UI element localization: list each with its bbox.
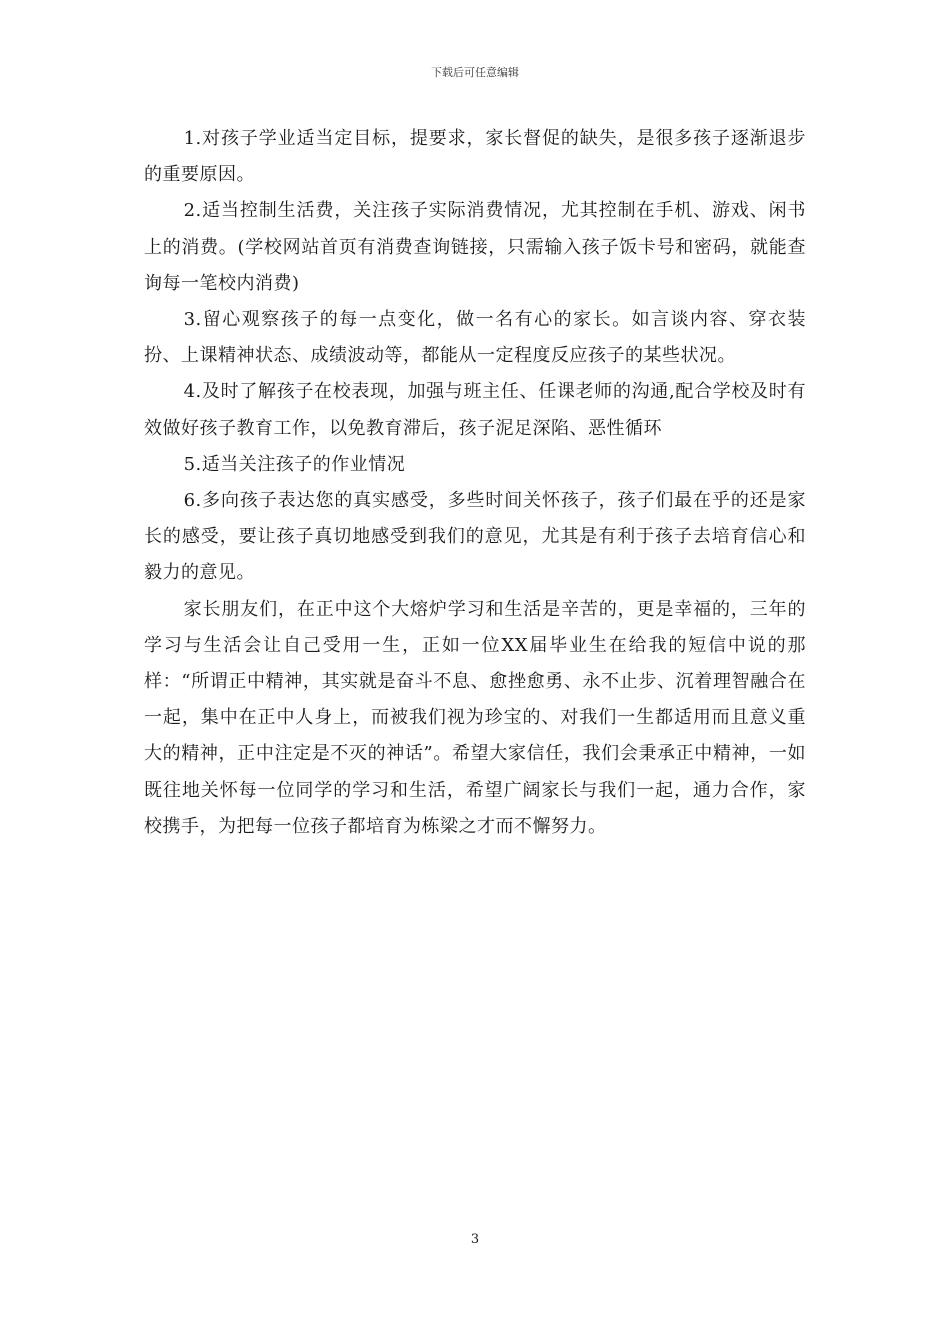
paragraph-item-2: 2.适当控制生活费，关注孩子实际消费情况，尤其控制在手机、游戏、闲书上的消费。(学校网站首页有消费查询链接，只需输入孩子饭卡号和密码，就能查询每一笔校内消费) — [144, 200, 806, 294]
paragraph-item-6: 6.多向孩子表达您的真实感受，多些时间关怀孩子，孩子们最在乎的还是家长的感受，要让孩子真切地感受到我们的意见，尤其是有利于孩子去培育信心和毅力的意见。 — [144, 490, 806, 584]
paragraph-closing: 家长朋友们，在正中这个大熔炉学习和生活是辛苦的，更是幸福的，三年的学习与生活会让自己受用一生，正如一位XX届毕业生在给我的短信中说的那样：“所谓正中精神，其实就是奋斗不息、愈挫愈勇、永不止步、沉着理智融合在一起，集中在正中人身上，而被我们视为珍宝的、对我们一生都适用而且意义重大的精神，正中注定是不灭的神话”。希望大家信任，我们会秉承正中精神，一如既往地关怀每一位同学的学习和生活，希望广阔家长与我们一起，通力合作，家校携手，为把每一位孩子都培育为栋梁之才而不懈努力。 — [144, 598, 806, 837]
page-number: 3 — [470, 1232, 480, 1247]
paragraph-item-4: 4.及时了解孩子在校表现，加强与班主任、任课老师的沟通,配合学校及时有效做好孩子教育工作，以免教育滞后，孩子泥足深陷、恶性循环 — [144, 381, 806, 439]
paragraph-item-1: 1.对孩子学业适当定目标，提要求，家长督促的缺失，是很多孩子逐渐退步的重要原因。 — [144, 128, 806, 186]
paragraph-item-3: 3.留心观察孩子的每一点变化，做一名有心的家长。如言谈内容、穿衣装扮、上课精神状态、成绩波动等，都能从一定程度反应孩子的某些状况。 — [144, 309, 806, 367]
page-header: 下载后可任意编辑 — [431, 66, 519, 79]
document-body — [144, 121, 806, 845]
paragraph-item-5: 5.适当关注孩子的作业情况 — [183, 453, 406, 475]
